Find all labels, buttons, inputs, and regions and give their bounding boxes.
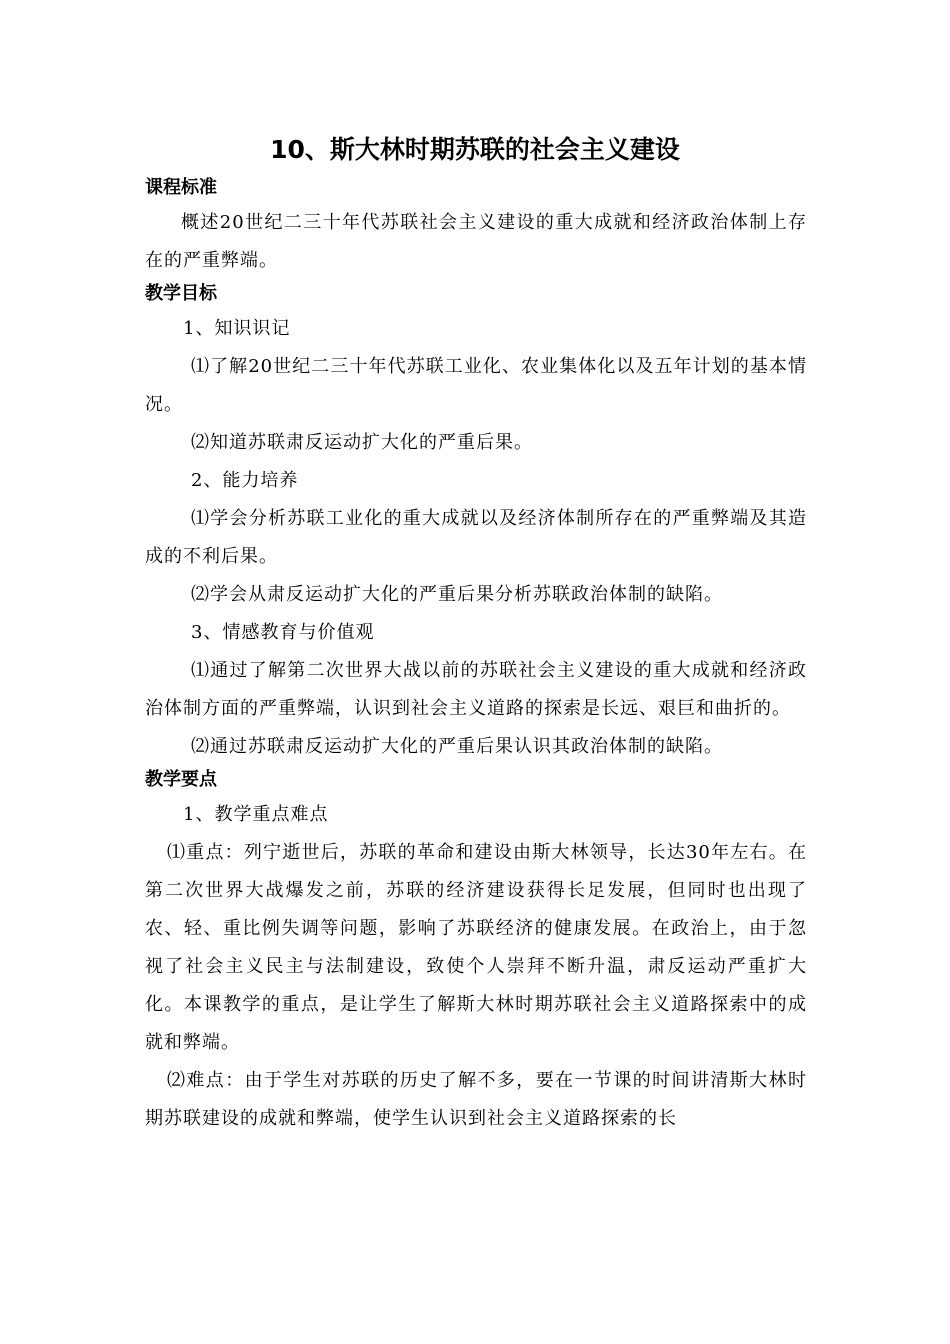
paragraph: ⑴重点：列宁逝世后，苏联的革命和建设由斯大林领导，长达30年左右。在第二次世界大战爆发之前，苏联的经济建设获得长足发展，但同时也出现了农、轻、重比例失调等问题，影响了苏联经济的健康发展。在政治上，由于忽视了社会主义民主与法制建设，致使个人崇拜不断升温，肃反运动严重扩大化。本课教学的重点，是让学生了解斯大林时期苏联社会主义道路探索中的成就和弊端。: [145, 842, 807, 1053]
paragraph: 1、教学重点难点: [183, 804, 329, 825]
paragraph: 1、知识识记: [183, 318, 291, 339]
paragraph: ⑵难点：由于学生对苏联的历史了解不多，要在一节课的时间讲清斯大林时期苏联建设的成就和弊端，使学生认识到社会主义道路探索的长: [145, 1070, 807, 1129]
paragraph: ⑴通过了解第二次世界大战以前的苏联社会主义建设的重大成就和经济政治体制方面的严重弊端，认识到社会主义道路的探索是长远、艰巨和曲折的。: [145, 660, 807, 719]
document-title: 10、斯大林时期苏联的社会主义建设: [270, 135, 680, 164]
paragraph: ⑴学会分析苏联工业化的重大成就以及经济体制所存在的严重弊端及其造成的不利后果。: [145, 508, 807, 567]
paragraph: ⑵知道苏联肃反运动扩大化的严重后果。: [191, 432, 533, 453]
document-body: [145, 174, 807, 1138]
paragraph: 2、能力培养: [191, 470, 299, 491]
section-heading-teaching-points: 教学要点: [145, 769, 217, 790]
section-heading-curriculum-standard: 课程标准: [145, 177, 217, 198]
paragraph: ⑵通过苏联肃反运动扩大化的严重后果认识其政治体制的缺陷。: [191, 736, 723, 757]
paragraph: 概述20世纪二三十年代苏联社会主义建设的重大成就和经济政治体制上存在的严重弊端。: [145, 212, 807, 271]
section-heading-teaching-goals: 教学目标: [145, 283, 217, 304]
paragraph: 3、情感教育与价值观: [191, 622, 375, 643]
paragraph: ⑵学会从肃反运动扩大化的严重后果分析苏联政治体制的缺陷。: [191, 584, 723, 605]
paragraph: ⑴了解20世纪二三十年代苏联工业化、农业集体化以及五年计划的基本情况。: [145, 356, 807, 415]
